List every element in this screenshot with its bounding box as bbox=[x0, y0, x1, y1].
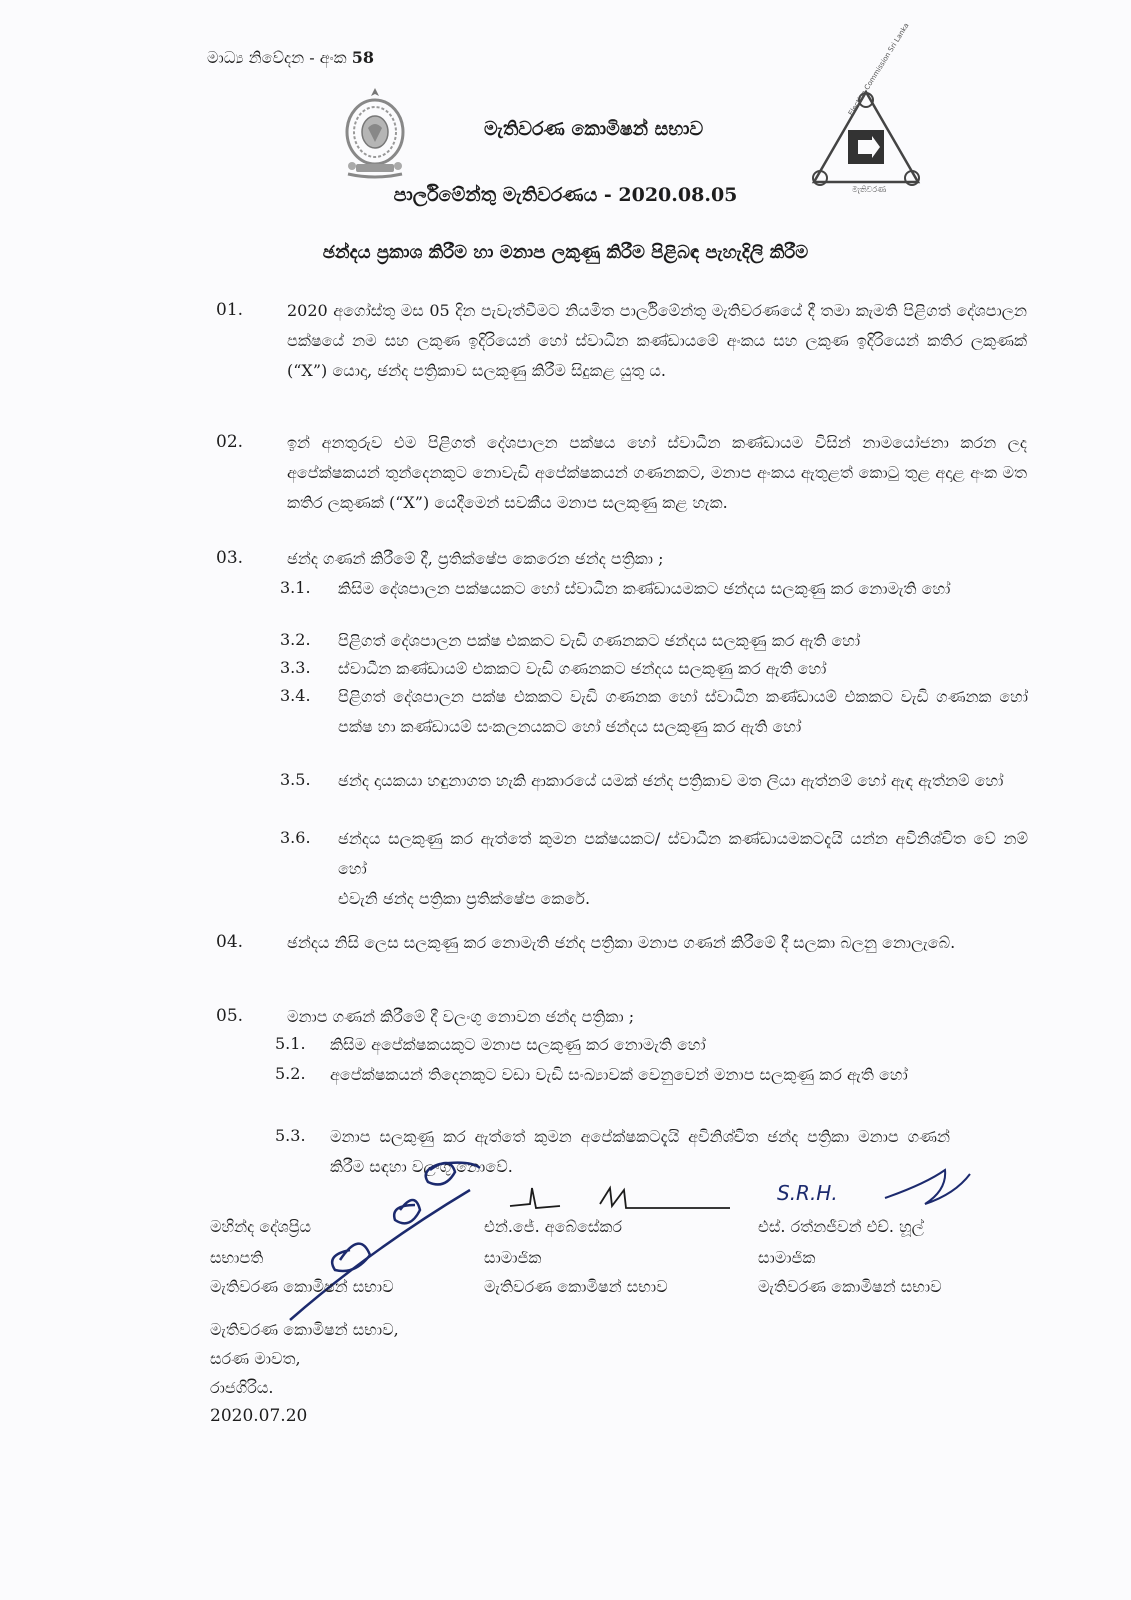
signatory-body: මැතිවරණ කොමිෂන් සභාව bbox=[484, 1277, 668, 1296]
paragraph-text: 2020 අගෝස්තු මස 05 දින පැවැත්වීමට නියමිත පාර්ලිමේන්තු මැතිවරණයේ දී තමා කැමති පිළිගත් දේශපාලන පක්ෂයේ නම සහ ලකුණ ඉදිරියෙන් හෝ ස්වාධීන කණ්ඩායමේ අංකය සහ ලකුණ ඉදිරියෙන් කතිර ලකුණක් (“X”) යොදා, ඡන්ද පත්‍රිකාව සලකුණු කිරීම සිදුකළ යුතු ය. bbox=[287, 301, 1027, 380]
signatory-name: එන්.ජේ. අබේසේකර bbox=[484, 1217, 623, 1236]
paragraph-number: 02. bbox=[216, 432, 244, 452]
list-item-text: මනාප සලකුණු කර ඇත්තේ කුමන අපේක්ෂකටදැයි අවිනිශ්චිත ඡන්ද පත්‍රිකා මනාප ගණන් කිරීම සඳහා වලංගු නොවේ. bbox=[330, 1127, 950, 1176]
paragraph-number: 04. bbox=[216, 932, 244, 952]
document-date: 2020.07.20 bbox=[210, 1406, 308, 1426]
list-item-number: 3.5. bbox=[280, 770, 311, 789]
national-emblem-icon bbox=[338, 84, 412, 184]
chairman-signature-icon bbox=[280, 1150, 540, 1330]
list-item-number: 3.2. bbox=[280, 630, 311, 649]
paragraph-number: 01. bbox=[216, 300, 244, 320]
paragraph-text: ඡන්දය නිසි ලෙස සලකුණු කර නොමැති ඡන්ද පත්‍රිකා මනාප ගණන් කිරීමේ දී සලකා බලනු නොලැබේ. bbox=[287, 933, 956, 952]
list-item-text: අපේක්ෂකයන් තිදෙනකුට වඩා වැඩි සංඛ්‍යාවක් වෙනුවෙන් මනාප සලකුණු කර ඇති හෝ bbox=[330, 1065, 908, 1084]
address-line: සරණ මාවත, bbox=[210, 1349, 301, 1368]
list-item-text: ඡන්ද දායකයා හඳුනාගත හැකි ආකාරයේ යමක් ඡන්ද පත්‍රිකාව මත ලියා ඇත්නම් හෝ ඇඳ ඇත්නම් හෝ bbox=[338, 771, 1004, 790]
signatory-body: මැතිවරණ කොමිෂන් සභාව bbox=[758, 1277, 942, 1296]
election-commission-logo-icon bbox=[806, 21, 926, 194]
reference-label: මාධ්‍ය නිවේදන - අංක bbox=[207, 48, 347, 67]
reference-number: 58 bbox=[351, 48, 374, 67]
paragraph-text: ඡන්ද ගණන් කිරීමේ දී, ප්‍රතික්ෂේප කෙරෙන ඡන්ද පත්‍රිකා ; bbox=[287, 549, 664, 568]
election-title: පාර්ලිමේන්තු මැතිවරණය - 2020.08.05 bbox=[393, 184, 738, 206]
member-signature-icon bbox=[500, 1178, 740, 1218]
list-item-text: ඡන්දය සලකුණු කර ඇත්තේ කුමන පක්ෂයකට/ ස්වාධීන කණ්ඩායමකටදැයි යන්න අවිනිශ්චිත වේ නම් හෝ bbox=[338, 829, 1028, 878]
member-signature-icon bbox=[775, 1164, 975, 1214]
signatory-body: මැතිවරණ කොමිෂන් සභාව bbox=[210, 1277, 394, 1296]
list-item-number: 5.3. bbox=[275, 1126, 306, 1145]
organization-title: මැතිවරණ කොමිෂන් සභාව bbox=[484, 118, 704, 140]
list-item-text: කිසිම දේශපාලන පක්ෂයකට හෝ ස්වාධීන කණ්ඩායමකට ඡන්දය සලකුණු කර නොමැති හෝ bbox=[338, 579, 951, 598]
paragraph-number: 03. bbox=[216, 548, 244, 568]
list-item-text: කිසිම අපේක්ෂකයකුට මනාප සලකුණු කර නොමැති හෝ bbox=[330, 1035, 706, 1054]
signatory-name: එස්. රත්නජීවන් එච්. හූල් bbox=[758, 1217, 924, 1236]
signature-initials: S.R.H. bbox=[777, 1181, 838, 1205]
list-item-text: පිළිගත් දේශපාලන පක්ෂ එකකට වැඩි ගණනකට ඡන්දය සලකුණු කර ඇති හෝ bbox=[338, 631, 861, 650]
paragraph-closing: එවැනි ඡන්ද පත්‍රිකා ප්‍රතික්ෂේප කෙරේ. bbox=[338, 889, 591, 908]
press-release-reference bbox=[207, 48, 374, 68]
list-item-number: 3.1. bbox=[280, 578, 311, 597]
list-item-number: 5.2. bbox=[275, 1064, 306, 1083]
signatory-role: සාමාජික bbox=[484, 1248, 542, 1267]
paragraph-number: 05. bbox=[216, 1006, 244, 1026]
list-item-number: 5.1. bbox=[275, 1034, 306, 1053]
subject-heading: ඡන්දය ප්‍රකාශ කිරීම හා මනාප ලකුණු කිරීම පිළිබඳ පැහැදිලි කිරීම bbox=[322, 242, 809, 263]
list-item-number: 3.4. bbox=[280, 686, 311, 705]
paragraph-text: මනාප ගණන් කිරීමේ දී වලංගු නොවන ඡන්ද පත්‍රිකා ; bbox=[287, 1007, 635, 1026]
signatory-role: සාමාජික bbox=[758, 1248, 816, 1267]
list-item-number: 3.3. bbox=[280, 658, 311, 677]
address-line: මැතිවරණ කොමිෂන් සභාව, bbox=[210, 1320, 399, 1339]
signatory-name: මහින්ද දේශප්‍රිය bbox=[210, 1217, 312, 1236]
list-item-text: ස්වාධීන කණ්ඩායම් එකකට වැඩි ගණනකට ඡන්දය සලකුණු කර ඇති හෝ bbox=[338, 659, 827, 678]
signatory-role: සභාපති bbox=[210, 1248, 264, 1267]
address-line: රාජගිරිය. bbox=[210, 1378, 274, 1397]
logo-caption-top: Election Commission Sri Lanka bbox=[846, 21, 911, 118]
list-item-text: පිළිගත් දේශපාලන පක්ෂ එකකට වැඩි ගණනක හෝ ස්වාධීන කණ්ඩායම් එකකට වැඩි ගණනක හෝ පක්ෂ හා කණ්ඩායම් සංකලනයකට හෝ ඡන්දය සලකුණු කර ඇති හෝ bbox=[338, 687, 1028, 736]
list-item-number: 3.6. bbox=[280, 828, 311, 847]
logo-caption-bottom: මැතිවරණ bbox=[852, 185, 887, 194]
paragraph-text: ඉන් අනතුරුව එම පිළිගත් දේශපාලන පක්ෂය හෝ ස්වාධීන කණ්ඩායම විසින් නාමයෝජනා කරන ලද අපේක්ෂකයන් තුන්දෙනකුට නොවැඩි අපේක්ෂකයන් ගණනකට, මනාප අංකය ඇතුළත් කොටු තුළ අදාළ අංක මත කතිර ලකුණක් (“X”) යෙදීමෙන් සවකීය මනාප සලකුණු කළ හැක. bbox=[287, 433, 1027, 512]
